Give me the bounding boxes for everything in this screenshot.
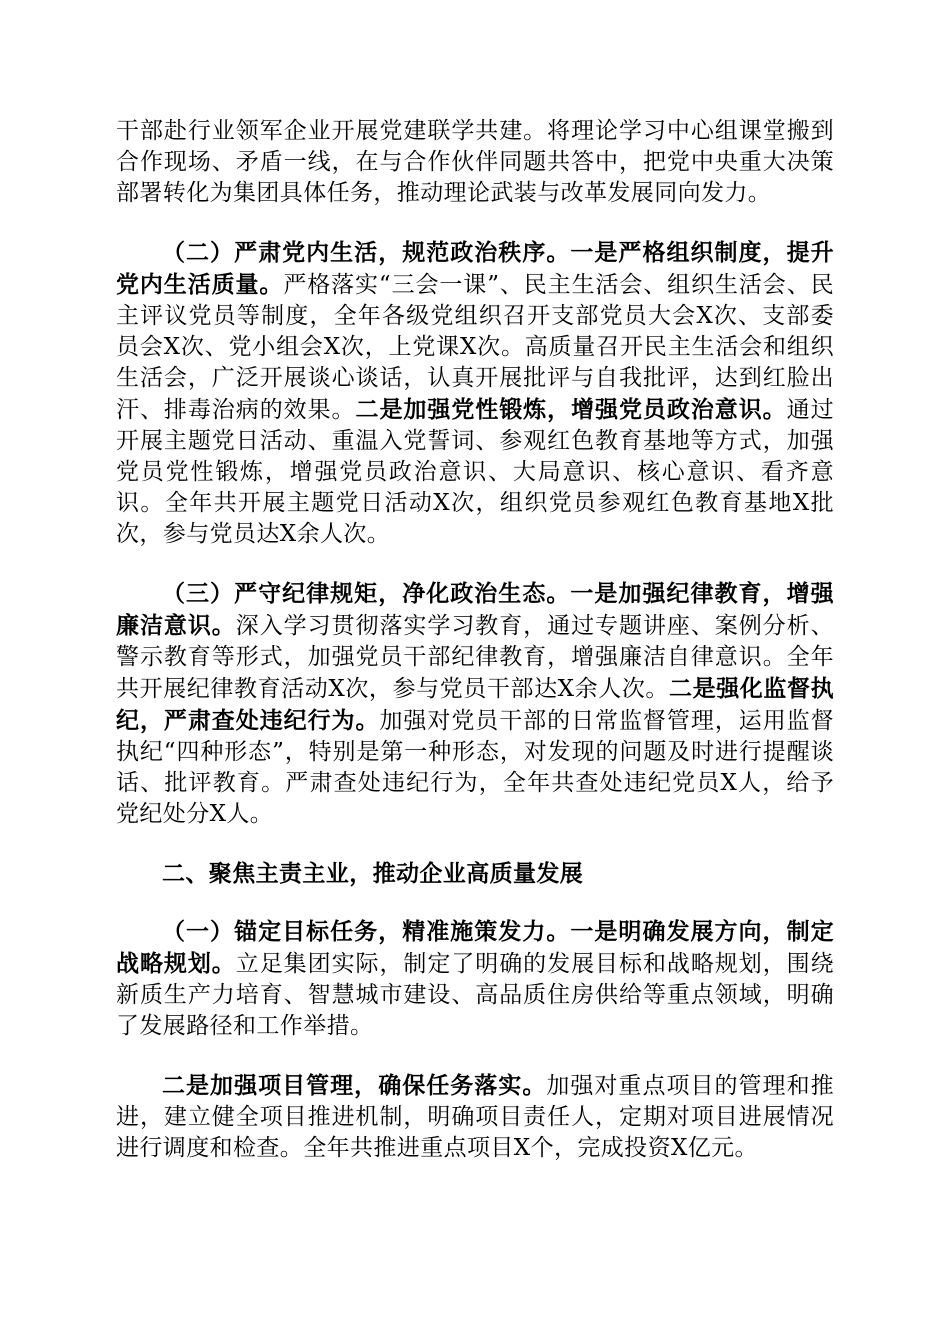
section-heading-bold: （一）锚定目标任务，精准施策发力。一是明确发展方向，制定战略规划。 (116, 918, 834, 977)
section-heading-bold: （三）严守纪律规矩，净化政治生态。一是加强纪律教育，增强廉洁意识。 (116, 580, 834, 639)
chapter-heading (116, 858, 834, 890)
paragraph-text: 深入学习贯彻落实学习教育，通过专题讲座、案例分析、警示教育等形式，加强党员干部纪律教育，增强廉洁自律意识。全年共开展纪律教育活动X次，参与党员干部达X余人次。 (116, 613, 835, 702)
paragraph-party-life (116, 237, 834, 550)
paragraph-text: 加强对党员干部的日常监督管理，运用监督执纪“四种形态”，特别是第一种形态，对发现的问题及时进行提醒谈话、批评教育。严肃查处违纪行为，全年共查处违纪党员X人，给予党纪处分X人。 (116, 708, 834, 827)
paragraph-text: 加强对重点项目的管理和推进，建立健全项目推进机制，明确项目责任人，定期对项目进展情况进行调度和检查。全年共推进重点项目X个，完成投资X亿元。 (116, 1073, 834, 1161)
section-heading-bold: （二）严肃党内生活，规范政治秩序。一是严格组织制度，提升党内生活质量。 (116, 239, 834, 298)
paragraph-project-management (116, 1070, 834, 1164)
subpoint-heading-bold: 二是强化监督执纪，严肃查处违纪行为。 (116, 675, 834, 734)
paragraph-text: 立足集团实际，制定了明确的发展目标和战略规划，围绕新质生产力培育、智慧城市建设、高品质住房供给等重点领域，明确了发展路径和工作举措。 (116, 951, 835, 1039)
paragraph-goals (116, 916, 834, 1042)
paragraph-party-building-study (116, 116, 834, 209)
subpoint-heading-bold: 二是加强项目管理，确保任务落实。 (162, 1072, 547, 1099)
paragraph-discipline (116, 578, 834, 830)
paragraph-text: 干部赴行业领军企业开展党建联学共建。将理论学习中心组课堂搬到合作现场、矛盾一线，在与合作伙伴同题共答中，把党中央重大决策部署转化为集团具体任务，推动理论武装与改革发展同向发力。 (116, 118, 834, 206)
subpoint-heading-bold: 二是加强党性锻炼，增强党员政治意识。 (355, 396, 787, 423)
paragraph-text: 严格落实“三会一课”、民主生活会、组织生活会、民主评议党员等制度，全年各级党组织召开支部党员大会X次、支部委员会X次、党小组会X次，上党课X次。高质量召开民主生活会和组织生活会，广泛开展谈心谈话，认真开展批评与自我批评，达到红脸出汗、排毒治病的效果。 (116, 272, 834, 423)
paragraph-text: 通过开展主题党日活动、重温入党誓词、参观红色教育基地等方式，加强党员党性锻炼，增强党员政治意识、大局意识、核心意识、看齐意识。全年共开展主题党日活动X次，组织党员参观红色教育基地X批次，参与党员达X余人次。 (116, 397, 834, 547)
chapter-heading-text: 二、聚焦主责主业，推动企业高质量发展 (162, 860, 584, 887)
